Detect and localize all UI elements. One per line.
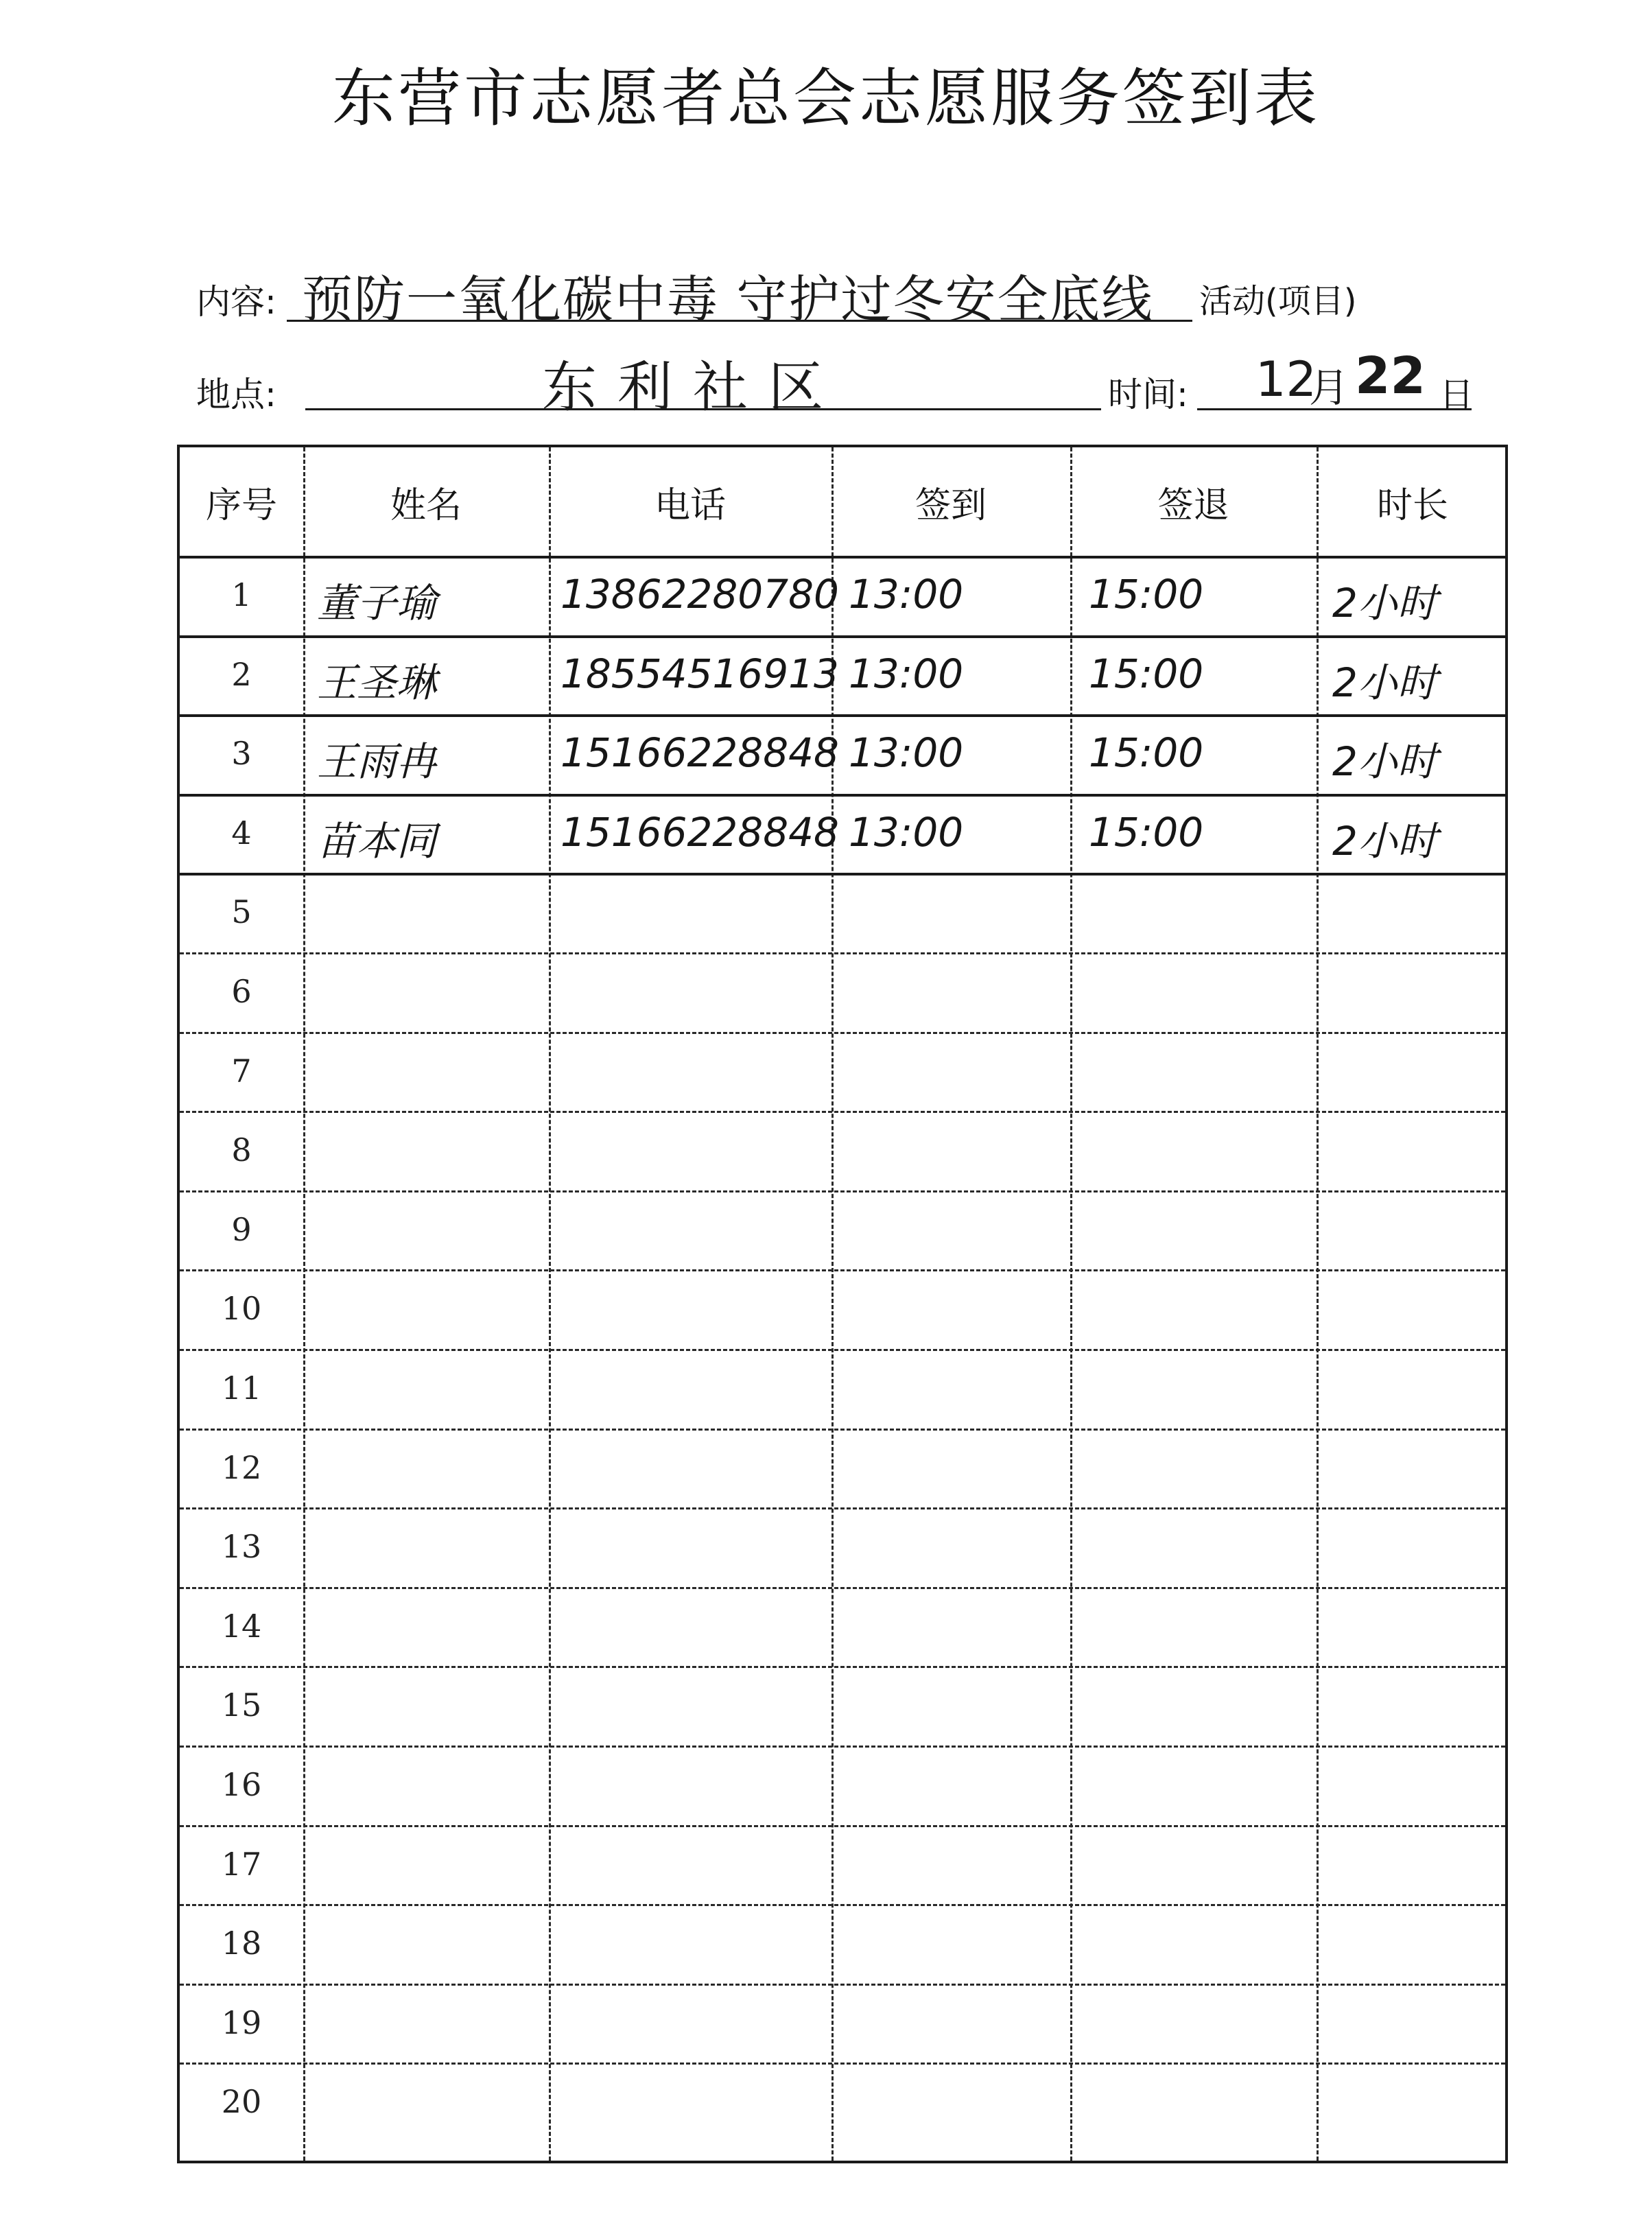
header-name: 姓名 bbox=[390, 484, 462, 526]
row-number: 18 bbox=[221, 1925, 262, 1962]
cell-name[interactable]: 王圣琳 bbox=[317, 659, 437, 706]
page-title: 东营市志愿者总会志愿服务签到表 bbox=[331, 62, 1320, 135]
row-number: 11 bbox=[221, 1370, 262, 1407]
cell-sign-out[interactable]: 15:00 bbox=[1089, 729, 1204, 777]
header-sign-in: 签到 bbox=[914, 484, 987, 526]
cell-sign-in[interactable]: 13:00 bbox=[849, 571, 964, 618]
row-number: 20 bbox=[221, 2083, 262, 2121]
location-label: 地点: bbox=[196, 375, 276, 414]
row-divider bbox=[180, 1587, 1505, 1589]
row-number: 7 bbox=[231, 1052, 252, 1090]
content-label: 内容: bbox=[196, 282, 276, 322]
cell-name[interactable]: 苗本同 bbox=[317, 817, 437, 865]
cell-sign-out[interactable]: 15:00 bbox=[1089, 808, 1204, 856]
row-number: 1 bbox=[231, 576, 252, 613]
row-number: 3 bbox=[231, 735, 252, 773]
time-month-unit: 月 bbox=[1309, 364, 1349, 411]
row-divider bbox=[180, 1032, 1505, 1034]
row-number: 13 bbox=[221, 1528, 262, 1566]
row-divider bbox=[180, 1429, 1505, 1431]
row-number: 10 bbox=[221, 1290, 262, 1328]
row-number: 19 bbox=[221, 2003, 262, 2041]
row-divider bbox=[180, 1269, 1505, 1271]
row-divider bbox=[180, 1984, 1505, 1986]
content-suffix: 活动(项目) bbox=[1199, 282, 1357, 320]
cell-duration[interactable]: 2小时 bbox=[1332, 659, 1437, 706]
row-number: 17 bbox=[221, 1845, 262, 1883]
row-divider bbox=[180, 1666, 1505, 1668]
row-number: 4 bbox=[231, 814, 252, 851]
row-number: 5 bbox=[231, 893, 252, 931]
cell-duration[interactable]: 2小时 bbox=[1332, 580, 1437, 626]
cell-sign-out[interactable]: 15:00 bbox=[1089, 571, 1204, 618]
cell-sign-in[interactable]: 13:00 bbox=[849, 808, 964, 856]
row-number: 2 bbox=[231, 655, 252, 693]
cell-phone[interactable]: 15166228848 bbox=[560, 729, 839, 777]
cell-phone[interactable]: 15166228848 bbox=[560, 808, 839, 856]
cell-sign-in[interactable]: 13:00 bbox=[849, 650, 964, 697]
row-divider bbox=[180, 1904, 1505, 1906]
cell-duration[interactable]: 2小时 bbox=[1332, 817, 1437, 865]
cell-sign-in[interactable]: 13:00 bbox=[849, 729, 964, 777]
row-divider bbox=[180, 635, 1505, 638]
row-divider bbox=[180, 873, 1505, 876]
header-phone: 电话 bbox=[654, 484, 726, 526]
header-no: 序号 bbox=[205, 484, 277, 526]
cell-name[interactable]: 王雨冉 bbox=[317, 738, 437, 786]
sign-in-table bbox=[177, 445, 1508, 2163]
row-divider bbox=[180, 952, 1505, 954]
cell-name[interactable]: 董子瑜 bbox=[317, 580, 437, 626]
row-divider bbox=[180, 1507, 1505, 1509]
cell-phone[interactable]: 13862280780 bbox=[560, 571, 839, 618]
row-number: 9 bbox=[231, 1210, 252, 1248]
row-number: 8 bbox=[231, 1131, 252, 1169]
header-duration: 时长 bbox=[1376, 484, 1448, 526]
row-number: 15 bbox=[221, 1687, 262, 1724]
time-day[interactable]: 22 bbox=[1355, 346, 1426, 406]
row-divider bbox=[180, 794, 1505, 797]
time-month[interactable]: 12 bbox=[1255, 351, 1317, 408]
row-divider bbox=[180, 2063, 1505, 2065]
cell-phone[interactable]: 18554516913 bbox=[560, 650, 839, 697]
row-divider bbox=[180, 1746, 1505, 1748]
cell-duration[interactable]: 2小时 bbox=[1332, 738, 1437, 786]
time-label: 时间: bbox=[1108, 375, 1188, 414]
cell-sign-out[interactable]: 15:00 bbox=[1089, 650, 1204, 697]
row-divider bbox=[180, 1190, 1505, 1192]
header-divider bbox=[180, 556, 1505, 559]
row-divider bbox=[180, 1825, 1505, 1827]
location-value[interactable]: 东利社区 bbox=[542, 355, 844, 419]
time-day-unit: 日 bbox=[1439, 375, 1474, 414]
row-number: 6 bbox=[231, 973, 252, 1010]
row-divider bbox=[180, 714, 1505, 717]
content-value[interactable]: 预防一氧化碳中毒 守护过冬安全底线 bbox=[302, 270, 1154, 329]
row-divider bbox=[180, 1349, 1505, 1351]
row-number: 16 bbox=[221, 1766, 262, 1803]
row-number: 14 bbox=[221, 1607, 262, 1645]
row-number: 12 bbox=[221, 1448, 262, 1486]
header-sign-out: 签退 bbox=[1157, 484, 1229, 526]
row-divider bbox=[180, 1111, 1505, 1113]
